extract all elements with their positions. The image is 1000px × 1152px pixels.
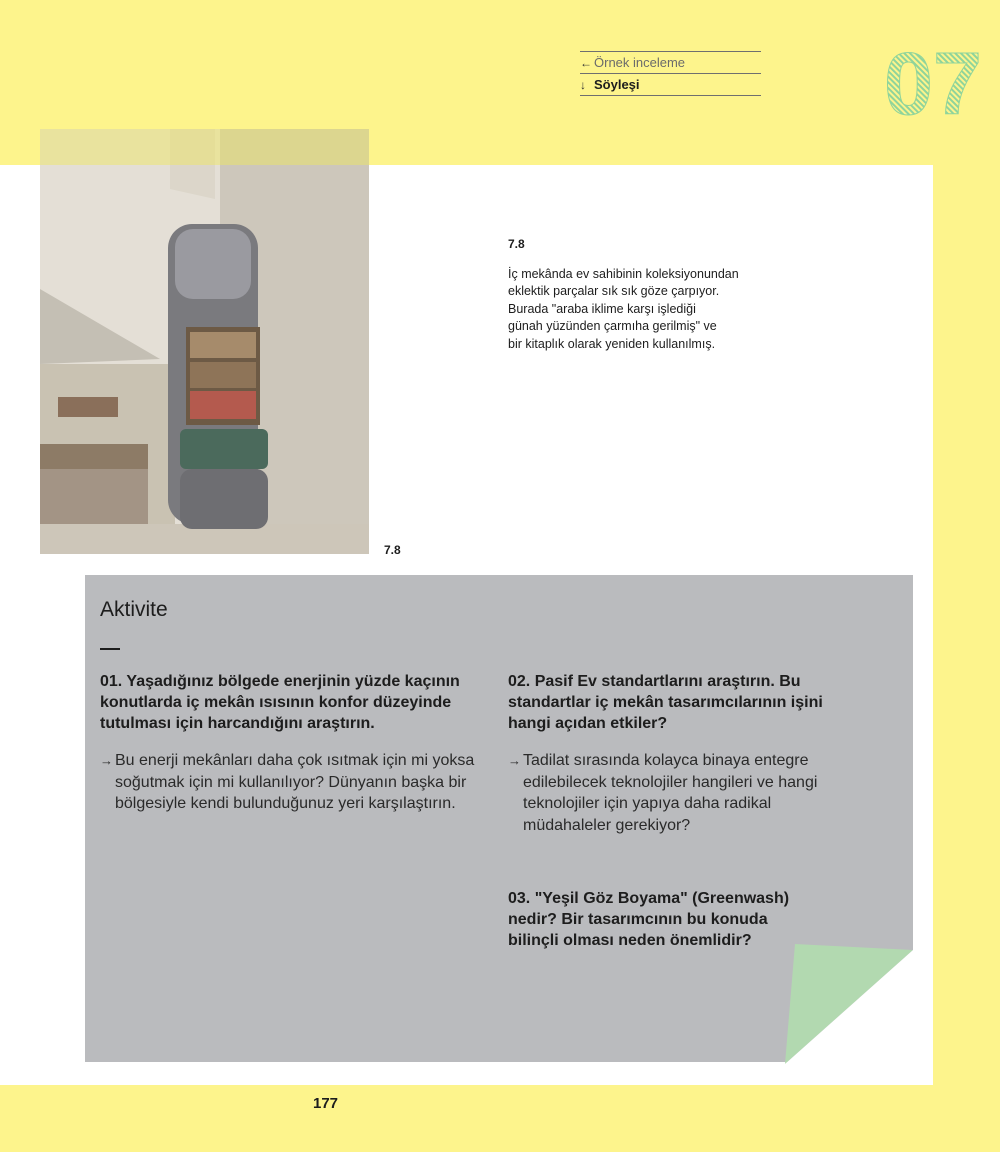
- figure-number: 7.8: [384, 543, 401, 557]
- arrow-down-icon: ↓: [580, 77, 586, 92]
- chapter-number-text: 07: [884, 40, 982, 122]
- car-bookshelf-image: [40, 129, 369, 554]
- activity-question-2: 02. Pasif Ev standartlarını araştırın. Bu standartlar iç mekân tasarımcılarının işini hangi açıdan etkiler?: [508, 673, 823, 732]
- activity-question-1: 01. Yaşadığınız bölgede enerjinin yüzde kaçının konutlarda iç mekân ısısının konfor düzeyinde tutulması için harcandığını araştırın.: [100, 673, 460, 732]
- activity-title: Aktivite: [100, 598, 168, 621]
- nav-current-link[interactable]: [580, 73, 761, 96]
- photo-yellow-overlay: [40, 129, 369, 165]
- chapter-number: [884, 40, 984, 122]
- arrow-right-icon: →: [100, 753, 113, 768]
- nav-current-label: Söyleşi: [594, 77, 640, 92]
- title-dash-divider: [100, 648, 120, 650]
- figure-caption: [508, 236, 768, 353]
- page-fold-corner: [785, 940, 915, 1064]
- arrow-right-icon: →: [508, 753, 521, 768]
- section-navigation: [580, 51, 761, 96]
- arrow-left-icon: ←: [580, 55, 592, 70]
- activity-question-1-detail: [100, 750, 505, 815]
- caption-text: İç mekânda ev sahibinin koleksiyonundan eklektik parçalar sık sık göze çarpıyor. Burada "araba iklime karşı işlediği günah yüzünden çarmıha gerilmiş" ve bir kitaplık olarak yeniden kullanılmış.: [508, 266, 739, 351]
- figure-photo: [40, 129, 369, 554]
- activity-question-2-detail-text: Tadilat sırasında kolayca binaya entegre edilebilecek teknolojiler hangileri ve hangi teknolojiler için yapıya daha radikal müdahaleler gerekiyor?: [523, 752, 818, 834]
- caption-figure-number: 7.8: [508, 237, 525, 251]
- activity-question-1-detail-text: Bu enerji mekânları daha çok ısıtmak için mi yoksa soğutmak için mi kullanılıyor? Dünyanın başka bir bölgesiyle kendi bulunduğunuz yeri karşılaştırın.: [115, 752, 475, 812]
- page-number: 177: [313, 1095, 339, 1112]
- activity-question-3: 03. "Yeşil Göz Boyama" (Greenwash) nedir? Bir tasarımcının bu konuda bilinçli olması neden önemlidir?: [508, 890, 790, 949]
- nav-prev-link[interactable]: [580, 51, 761, 73]
- nav-prev-label: Örnek inceleme: [594, 55, 686, 70]
- activity-question-2-detail: [508, 750, 838, 836]
